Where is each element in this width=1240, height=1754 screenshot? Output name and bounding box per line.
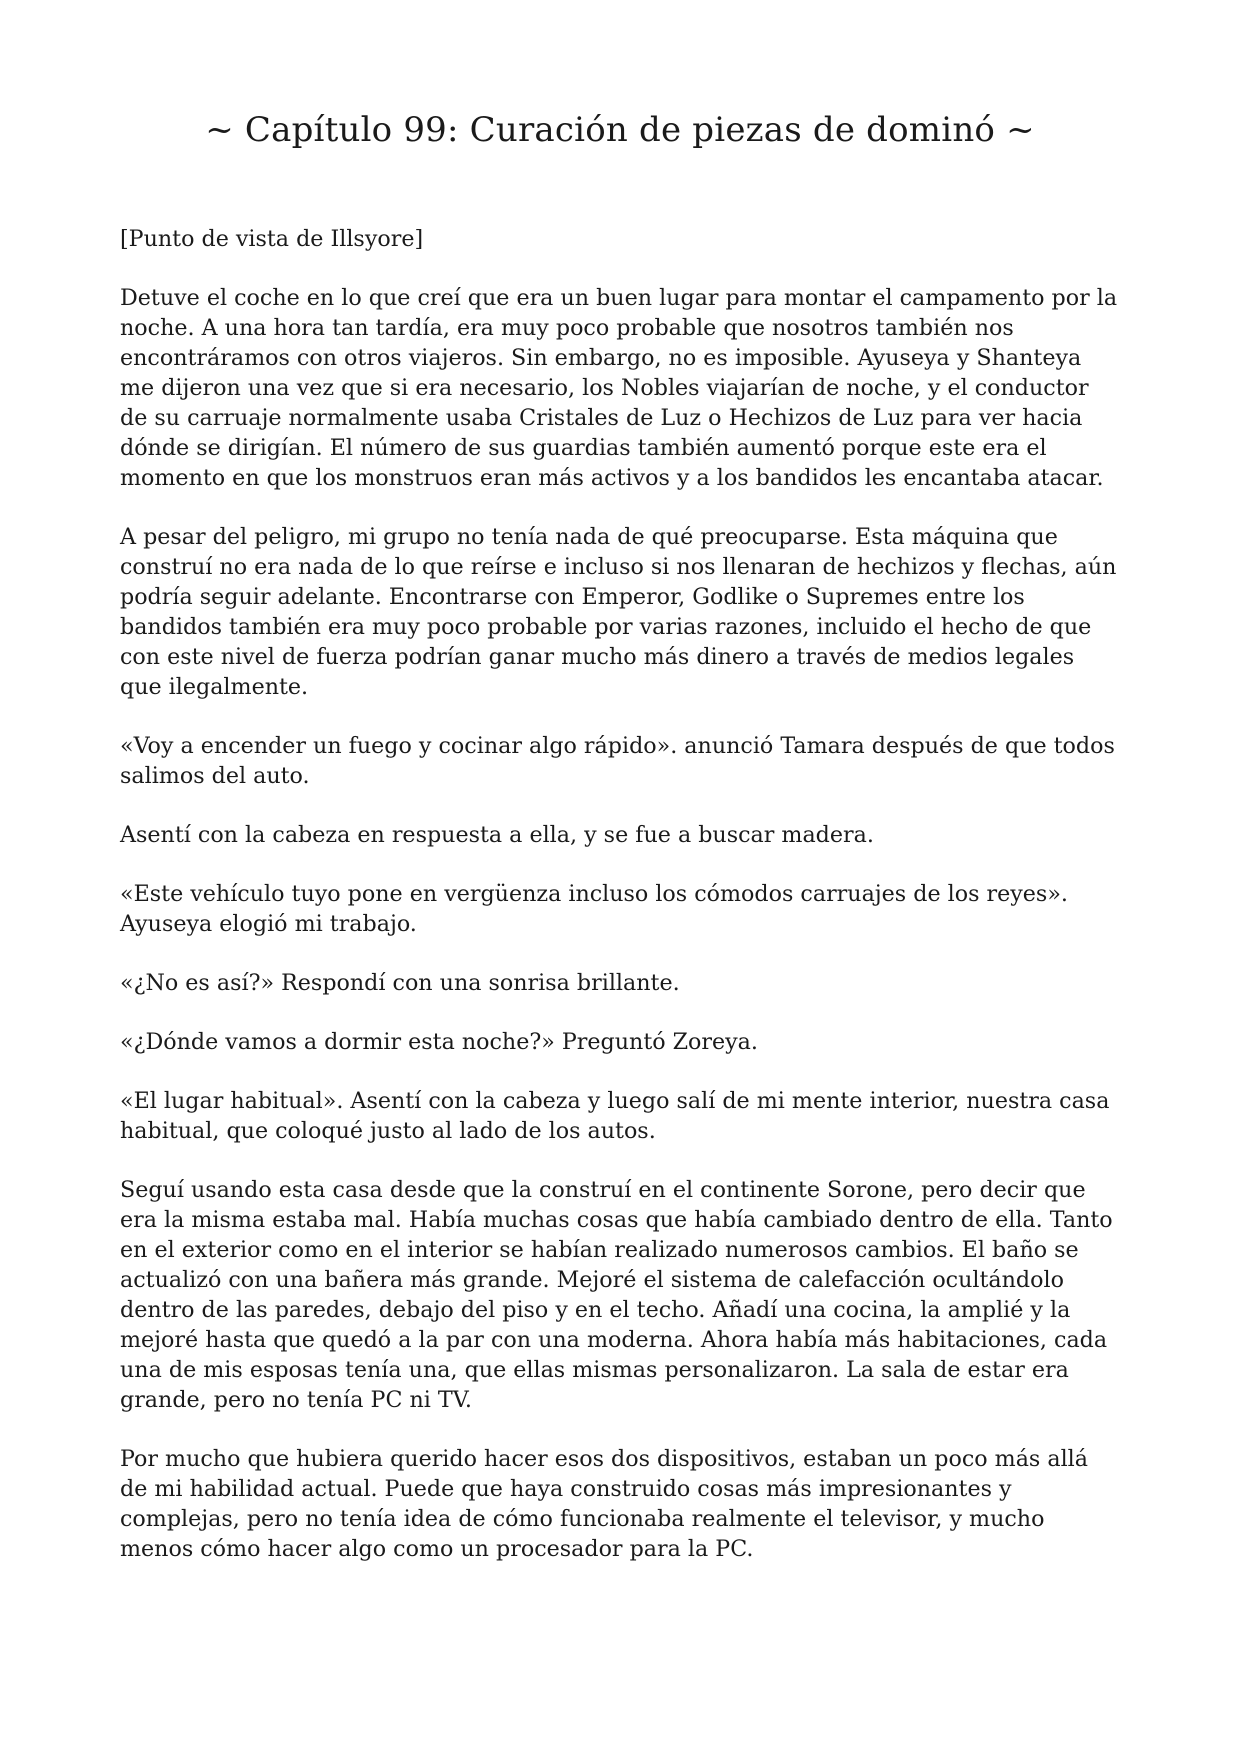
- paragraph: Seguí usando esta casa desde que la construí en el continente Sorone, pero decir que era la misma estaba mal. Había muchas cosas que había cambiado dentro de ella. Tanto en el exterior como en el interior se habían realizado numerosos cambios. El baño se actualizó con una bañera más grande. Mejoré el sistema de calefacción ocultándolo dentro de las paredes, debajo del piso y en el techo. Añadí una cocina, la amplié y la mejoré hasta que quedó a la par con una moderna. Ahora había más habitaciones, cada una de mis esposas tenía una, que ellas mismas personalizaron. La sala de estar era grande, pero no tenía PC ni TV.: [120, 1177, 1113, 1413]
- point-of-view-note: [Punto de vista de Illsyore]: [120, 226, 424, 252]
- dialogue-paragraph: «Este vehículo tuyo pone en vergüenza incluso los cómodos carruajes de los reyes». Ayuseya elogió mi trabajo.: [120, 881, 1068, 937]
- chapter-body: [120, 224, 1122, 1593]
- chapter-title: ~ Capítulo 99: Curación de piezas de dominó ~: [205, 110, 1035, 150]
- dialogue-paragraph: «El lugar habitual». Asentí con la cabeza y luego salí de mi mente interior, nuestra casa habitual, que coloqué justo al lado de los autos.: [120, 1088, 1110, 1144]
- paragraph: Detuve el coche en lo que creí que era un buen lugar para montar el campamento por la noche. A una hora tan tardía, era muy poco probable que nosotros también nos encontráramos con otros viajeros. Sin embargo, no es imposible. Ayuseya y Shanteya me dijeron una vez que si era necesario, los Nobles viajarían de noche, y el conductor de su carruaje normalmente usaba Cristales de Luz o Hechizos de Luz para ver hacia dónde se dirigían. El número de sus guardias también aumentó porque este era el momento en que los monstruos eran más activos y a los bandidos les encantaba atacar.: [120, 285, 1118, 491]
- paragraph: A pesar del peligro, mi grupo no tenía nada de qué preocuparse. Esta máquina que construí no era nada de lo que reírse e incluso si nos llenaran de hechizos y flechas, aún podría seguir adelante. Encontrarse con Emperor, Godlike o Supremes entre los bandidos también era muy poco probable por varias razones, incluido el hecho de que con este nivel de fuerza podrían ganar mucho más dinero a través de medios legales que ilegalmente.: [120, 524, 1117, 700]
- dialogue-paragraph: «Voy a encender un fuego y cocinar algo rápido». anunció Tamara después de que todos salimos del auto.: [120, 733, 1115, 789]
- dialogue-paragraph: «¿Dónde vamos a dormir esta noche?» Preguntó Zoreya.: [120, 1029, 758, 1055]
- paragraph: Asentí con la cabeza en respuesta a ella, y se fue a buscar madera.: [120, 822, 874, 848]
- paragraph: Por mucho que hubiera querido hacer esos dos dispositivos, estaban un poco más allá de mi habilidad actual. Puede que haya construido cosas más impresionantes y complejas, pero no tenía idea de cómo funcionaba realmente el televisor, y mucho menos cómo hacer algo como un procesador para la PC.: [120, 1446, 1089, 1562]
- dialogue-paragraph: «¿No es así?» Respondí con una sonrisa brillante.: [120, 970, 680, 996]
